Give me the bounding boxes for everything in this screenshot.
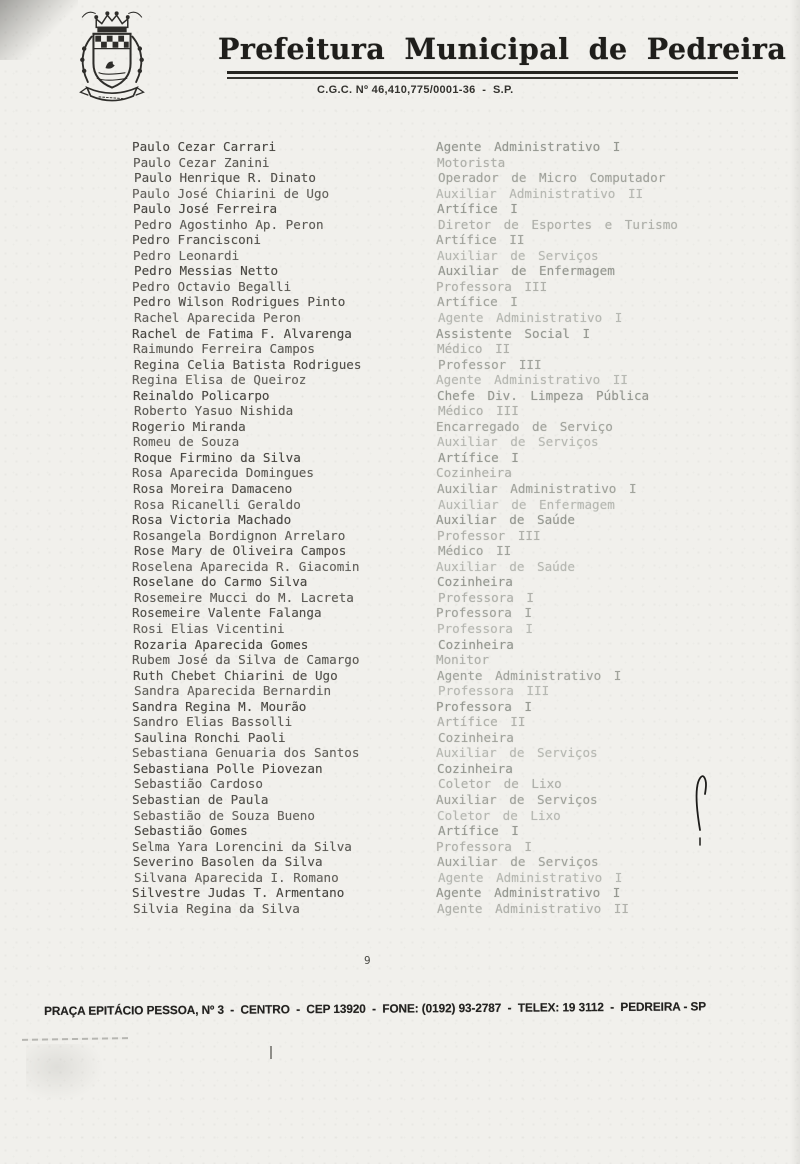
employee-row [134,497,774,513]
employee-name: Selma Yara Lorencini da Silva [132,838,352,854]
employee-name: Pedro Agostinho Ap. Peron [134,216,324,232]
employee-row [133,155,773,171]
employee-name: Paulo Cezar Carrari [132,139,277,154]
employee-name: Rachel de Fatima F. Alvarenga [132,325,352,341]
employee-role: Auxiliar de Serviços [437,247,599,263]
employee-role: Artífice I [437,294,518,310]
employee-name: Rosemeire Valente Falanga [132,605,322,621]
employee-row [132,465,772,481]
employee-role: Artífice II [437,714,526,730]
employee-row [133,528,773,544]
employee-role: Monitor [436,652,490,668]
employee-row [133,248,773,264]
employee-name: Rosa Aparecida Domingues [132,465,314,481]
pen-mark [686,768,726,854]
employee-name: Pedro Wilson Rodrigues Pinto [133,294,346,310]
employee-row [132,279,772,295]
employee-role: Professora I [436,605,532,621]
employee-name: Rogerio Miranda [132,418,246,434]
employee-row [133,808,773,824]
employee-name: Roselane do Carmo Silva [133,574,308,590]
header-rule-top [227,71,738,74]
employee-row [132,559,772,575]
employee-name: Sebastiana Genuaria dos Santos [132,745,360,761]
footer-address: PRAÇA EPITÁCIO PESSOA, Nº 3 - CENTRO - CEP 13920 - FONE: (0192) 93-2787 - TELEX: 19 3112 - PEDREIRA - SP [44,999,707,1018]
employee-role: Artífice I [438,449,519,465]
employee-row [133,621,773,637]
employee-role: Operador de Micro Computador [438,170,666,186]
employee-row [134,217,774,233]
employee-name: Silvestre Judas T. Armentano [132,885,345,901]
employee-row [134,590,774,606]
employee-row [134,170,774,186]
employee-name: Pedro Messias Netto [134,263,279,279]
employee-name: Roberto Yasuo Nishida [134,403,294,419]
employee-row [134,310,774,326]
employee-row [132,652,772,668]
employee-row [132,139,772,155]
employee-role: Cozinheira [436,465,512,481]
employee-name: Pedro Octavio Begalli [132,278,292,294]
employee-role: Professora I [438,589,534,605]
employee-name: Silvia Regina da Silva [133,900,300,916]
employee-role: Professor III [437,527,541,543]
employee-row [133,714,773,730]
employee-row [134,730,774,746]
document-title: Prefeitura Municipal de Pedreira [218,32,787,66]
employee-name: Paulo Cezar Zanini [133,154,270,170]
employee-role: Médico III [438,403,519,419]
employee-row [134,357,774,373]
employee-name: Ruth Chebet Chiarini de Ugo [133,667,338,683]
employee-row [134,403,774,419]
employee-row [133,854,773,870]
scan-edge-shade [790,0,800,1164]
employee-name: Rosa Victoria Machado [132,512,292,528]
employee-role: Auxiliar de Serviços [437,434,599,450]
employee-role: Coletor de Lixo [438,776,562,792]
employee-row [132,372,772,388]
employee-name: Sandro Elias Bassolli [133,714,293,730]
employee-role: Assistente Social I [436,325,591,341]
employee-row [132,232,772,248]
employee-role: Artífice I [437,201,518,217]
employee-role: Artífice II [436,232,525,248]
employee-role: Cozinheira [438,636,514,652]
employee-name: Pedro Francisconi [132,232,261,248]
employee-name: Rozaria Aparecida Gomes [134,636,309,652]
employee-name: Romeu de Souza [133,434,240,450]
employee-name: Regina Celia Batista Rodrigues [134,356,362,372]
employee-name: Rosemeire Mucci do M. Lacreta [134,589,354,605]
employee-role: Professora I [437,620,533,636]
employee-name: Rosa Moreira Damaceno [133,481,293,497]
employee-name: Sebastian de Paula [132,791,269,807]
employee-row [133,294,773,310]
employee-row [134,543,774,559]
header-rule-bottom [227,77,738,79]
employee-row [132,419,772,435]
employee-role: Cozinheira [438,729,514,745]
employee-name: Rose Mary de Oliveira Campos [134,543,347,559]
employee-role: Auxiliar de Saúde [436,512,575,528]
employee-role: Agente Administrativo I [438,310,623,326]
employee-name: Roselena Aparecida R. Giacomin [132,558,360,574]
pencil-smudge-blob [26,1044,104,1102]
pencil-smudge-line [22,1037,128,1041]
cgc-line: C.G.C. Nº 46,410,775/0001-36 - S.P. [317,84,514,96]
employee-name: Rosa Ricanelli Geraldo [134,496,301,512]
employee-row [132,839,772,855]
employee-name: Sebastiana Polle Piovezan [133,760,323,776]
employee-role: Agente Administrativo II [437,900,629,916]
employee-name: Reinaldo Policarpo [133,387,270,403]
stray-tick-mark [270,1046,272,1059]
employee-name: Raimundo Ferreira Campos [133,341,315,357]
employee-role: Professor III [438,356,542,372]
employee-list [133,139,773,916]
employee-role: Chefe Div. Limpeza Pública [437,387,650,403]
employee-name: Paulo Henrique R. Dinato [134,170,316,186]
employee-role: Auxiliar de Serviços [436,791,598,807]
stray-glyph: 9 [364,954,371,967]
employee-role: Auxiliar de Serviços [437,854,599,870]
employee-name: Sandra Regina M. Mourão [132,698,307,714]
employee-row [134,683,774,699]
employee-name: Roque Firmino da Silva [134,449,301,465]
employee-role: Coletor de Lixo [437,807,561,823]
employee-row [132,885,772,901]
employee-role: Auxiliar Administrativo II [436,185,644,201]
employee-row [134,263,774,279]
coat-of-arms [64,6,160,108]
employee-name: Regina Elisa de Queiroz [132,372,307,388]
employee-name: Sebastião Cardoso [134,776,263,792]
employee-row [133,481,773,497]
employee-row [134,637,774,653]
employee-row [134,870,774,886]
employee-role: Cozinheira [437,574,513,590]
employee-role: Auxiliar de Serviços [436,745,598,761]
employee-role: Agente Administrativo II [436,372,628,388]
employee-name: Severino Basolen da Silva [133,854,323,870]
employee-name: Silvana Aparecida I. Romano [134,869,339,885]
employee-role: Artífice I [438,823,519,839]
employee-row [133,761,773,777]
employee-role: Encarregado de Serviço [436,418,613,434]
employee-row [134,823,774,839]
employee-name: Paulo José Ferreira [133,201,278,217]
employee-row [133,901,773,917]
employee-role: Professora III [438,683,550,699]
employee-role: Cozinheira [437,760,513,776]
employee-name: Rosangela Bordignon Arrelaro [133,527,346,543]
employee-role: Agente Administrativo I [438,869,623,885]
employee-row [132,186,772,202]
employee-row [133,341,773,357]
employee-role: Auxiliar de Enfermagem [438,263,615,279]
employee-row [133,574,773,590]
employee-role: Motorista [437,154,506,170]
coat-of-arms-icon [64,6,160,108]
employee-row [132,699,772,715]
employee-row [132,745,772,761]
employee-role: Médico II [438,543,512,559]
employee-role: Professora I [436,838,532,854]
employee-role: Auxiliar Administrativo I [437,481,637,497]
employee-name: Sebastião Gomes [134,823,248,839]
employee-name: Paulo José Chiarini de Ugo [132,185,330,201]
employee-row [133,201,773,217]
employee-name: Rubem José da Silva de Camargo [132,652,360,668]
employee-role: Agente Administrativo I [437,667,622,683]
employee-role: Agente Administrativo I [436,139,621,154]
employee-role: Médico II [437,341,511,357]
employee-row [132,326,772,342]
employee-name: Saulina Ronchi Paoli [134,729,286,745]
employee-name: Rachel Aparecida Peron [134,310,301,326]
employee-row [132,792,772,808]
employee-name: Sebastião de Souza Bueno [133,807,315,823]
employee-role: Agente Administrativo I [436,885,621,901]
employee-role: Professora III [436,278,548,294]
employee-name: Rosi Elias Vicentini [133,620,285,636]
employee-row [134,450,774,466]
employee-row [132,512,772,528]
employee-name: Pedro Leonardi [133,247,240,263]
employee-role: Auxiliar de Enfermagem [438,496,615,512]
employee-role: Auxiliar de Saúde [436,558,575,574]
employee-row [134,776,774,792]
employee-row [133,388,773,404]
employee-row [133,434,773,450]
employee-row [133,668,773,684]
employee-role: Diretor de Esportes e Turismo [438,216,678,232]
employee-role: Professora I [436,698,532,714]
employee-row [132,605,772,621]
employee-name: Sandra Aparecida Bernardin [134,683,332,699]
